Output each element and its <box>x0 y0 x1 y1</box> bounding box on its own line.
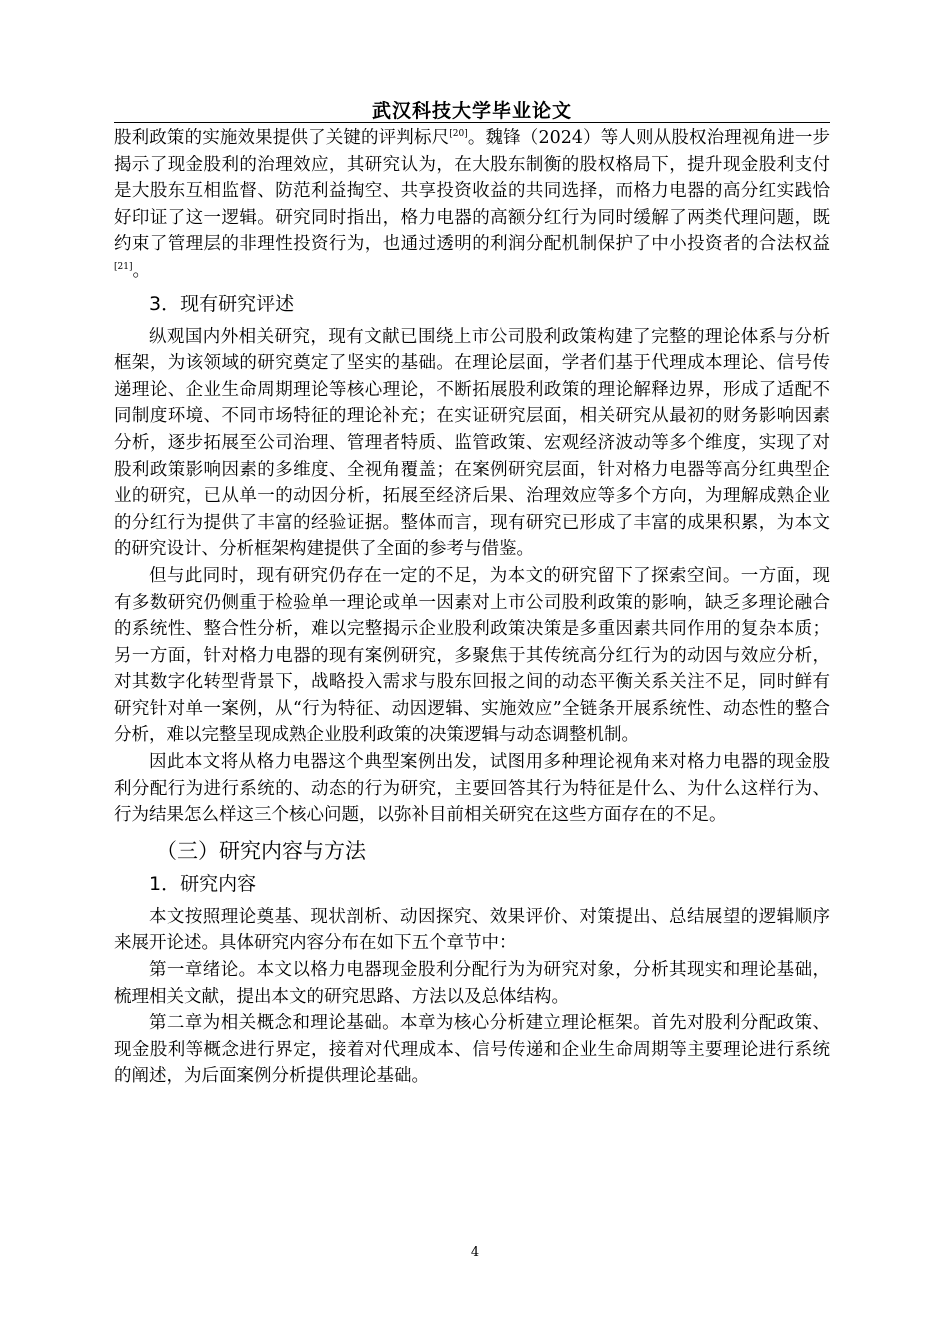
citation-reference: [20] <box>449 129 468 140</box>
document-body <box>114 125 830 1090</box>
paragraph-text: 。魏锋（2024）等人则从股权治理视角进一步揭示了现金股利的治理效应，其研究认为，在大股东制衡的股权格局下，提升现金股利支付是大股东互相监督、防范利益掏空、共享投资收益的共同选择，而格力电器的高分红实践恰好印证了这一逻辑。研究同时指出，格力电器的高额分红行为同时缓解了两类代理问题，既约束了管理层的非理性投资行为，也通过透明的利润分配机制保护了中小投资者的合法权益 <box>114 128 830 255</box>
paragraph-review-overview: 纵观国内外相关研究，现有文献已围绕上市公司股利政策构建了完整的理论体系与分析框架，为该领域的研究奠定了坚实的基础。在理论层面，学者们基于代理成本理论、信号传递理论、企业生命周期理论等核心理论，不断拓展股利政策的理论解释边界，形成了适配不同制度环境、不同市场特征的理论补充；在实证研究层面，相关研究从最初的财务影响因素分析，逐步拓展至公司治理、管理者特质、监管政策、宏观经济波动等多个维度，实现了对股利政策影响因素的多维度、全视角覆盖；在案例研究层面，针对格力电器等高分红典型企业的研究，已从单一的动因分析，拓展至经济后果、治理效应等多个方向，为理解成熟企业的分红行为提供了丰富的经验证据。整体而言，现有研究已形成了丰富的成果积累，为本文的研究设计、分析框架构建提供了全面的参考与借鉴。 <box>114 326 830 560</box>
paragraph-chapter-two: 第二章为相关概念和理论基础。本章为核心分析建立理论框架。首先对股利分配政策、现金股利等概念进行界定，接着对代理成本、信号传递和企业生命周期等主要理论进行系统的阐述，为后面案例分析提供理论基础。 <box>114 1013 830 1087</box>
paragraph-chapter-one: 第一章绪论。本文以格力电器现金股利分配行为为研究对象，分析其现实和理论基础，梳理相关文献，提出本文的研究思路、方法以及总体结构。 <box>114 960 830 1007</box>
page-header: 武汉科技大学毕业论文 <box>371 100 572 122</box>
header-rule <box>114 122 830 123</box>
citation-reference: [21] <box>114 262 133 273</box>
paragraph-review-conclusion: 因此本文将从格力电器这个典型案例出发，试图用多种理论视角来对格力电器的现金股利分配行为进行系统的、动态的行为研究，主要回答其行为特征是什么、为什么这样行为、行为结果怎么样这三个核心问题，以弥补目前相关研究在这些方面存在的不足。 <box>114 752 830 826</box>
paragraph-review-shortcomings: 但与此同时，现有研究仍存在一定的不足，为本文的研究留下了探索空间。一方面，现有多数研究仍侧重于检验单一理论或单一因素对上市公司股利政策的影响，缺乏多理论融合的系统性、整合性分析，难以完整揭示企业股利政策决策是多重因素共同作用的复杂本质；另一方面，针对格力电器的现有案例研究，多聚焦于其传统高分红行为的动因与效应分析，对其数字化转型背景下，战略投入需求与股东回报之间的动态平衡关系关注不足，同时鲜有研究针对单一案例，从“行为特征、动因逻辑、实施效应”全链条开展系统性、动态性的整合分析，难以完整呈现成熟企业股利政策的决策逻辑与动态调整机制。 <box>114 565 830 746</box>
heading-content-methods: （三）研究内容与方法 <box>156 838 366 863</box>
paragraph-text: 股利政策的实施效果提供了关键的评判标尺 <box>114 128 450 148</box>
paragraph-text: 。 <box>132 260 150 281</box>
page-number: 4 <box>470 1245 480 1260</box>
paragraph-content-intro: 本文按照理论奠基、现状剖析、动因探究、效果评价、对策提出、总结展望的逻辑顺序来展开论述。具体研究内容分布在如下五个章节中： <box>114 906 830 954</box>
heading-research-content: 1．研究内容 <box>149 872 257 895</box>
heading-research-review: 3．现有研究评述 <box>149 292 295 315</box>
paragraph-citation-summary <box>114 125 830 285</box>
